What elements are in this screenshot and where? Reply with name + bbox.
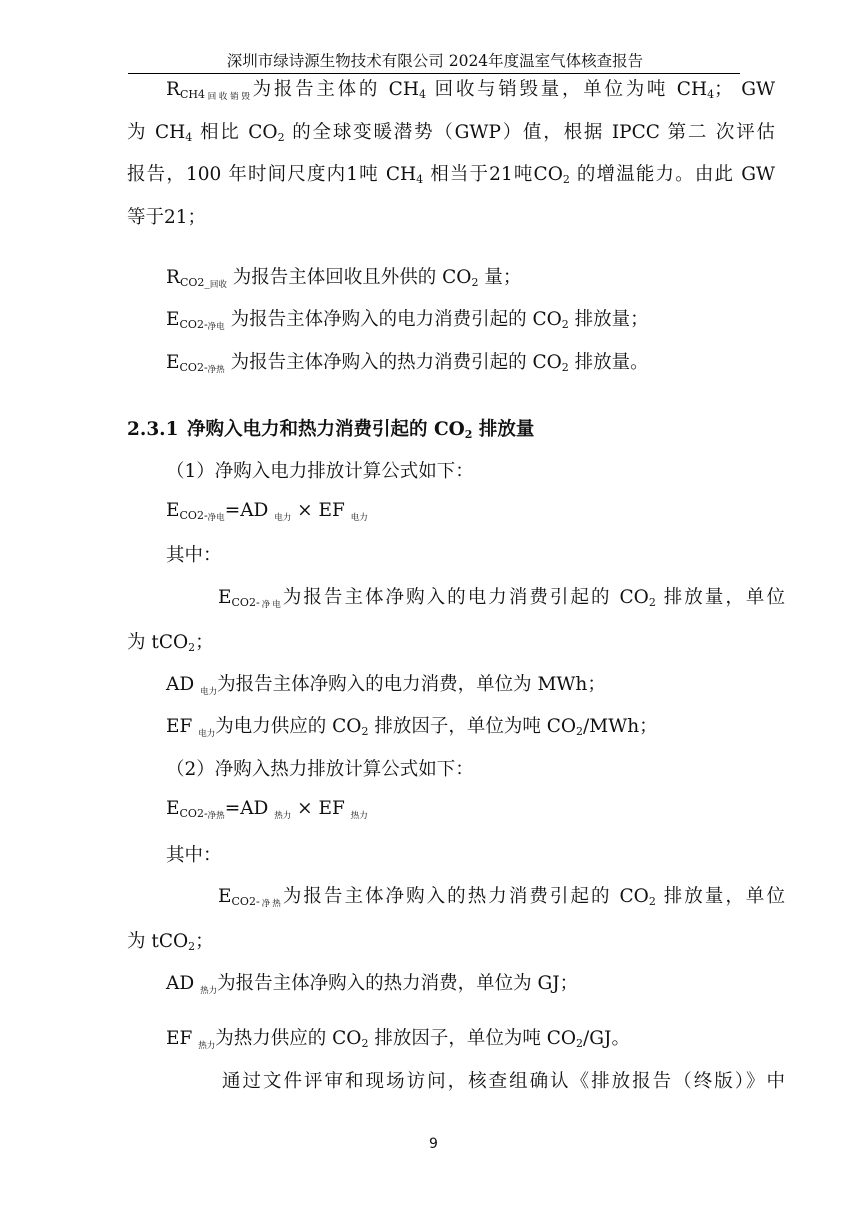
r-co2-definition: $R_{CO2\_回收}$ 为报告主体回收且外供的 $CO_2$ 量； [166,267,522,290]
elec-where: 其中： [166,545,222,566]
elec-def-1-cont: 为 tCO$_2$； [127,632,214,654]
heat-formula: $E_{CO2-净热}=AD$ $_{热力}$ × EF $_{热力}$ [166,798,368,821]
heat-def-1-cont: 为 tCO$_2$； [127,931,214,953]
ch4-def-line-2: 为 $CH_4$ 相比 $CO_2$ 的全球变暖潜势（GWP）值，根据 IPCC 第二 次评估 [127,122,776,144]
elec-def-3: EF $_{电力}$为电力供应的 $CO_2$ 排放因子，单位为吨 $CO_2$/MWh； [166,716,658,739]
heat-def-1: $E_{CO2-净热}$为报告主体净购入的热力消费引起的 $CO_2$ 排放量，单位 [218,886,785,909]
header-rule [128,73,740,74]
elec-def-1: $E_{CO2-净电}$为报告主体净购入的电力消费引起的 $CO_2$ 排放量，单位 [218,587,785,610]
elec-formula: $E_{CO2-净电}=AD$ $_{电力}$ × EF $_{电力}$ [166,500,368,523]
e-elec-definition: $E_{CO2-净电}$ 为报告主体净购入的电力消费引起的 $CO_2$ 排放量； [166,309,649,332]
elec-formula-intro: （1）净购入电力排放计算公式如下： [166,461,474,482]
section-heading: 2.3.1 净购入电力和热力消费引起的 $CO_2$ 排放量 [127,419,535,441]
ch4-def-line-1: $R_{CH4回收销毁}$为报告主体的 $CH_4$ 回收与销毁量，单位为吨 $CH_4$； GW [166,79,775,102]
running-header: 深圳市绿诗源生物技术有限公司 2024年度温室气体核查报告 [226,52,644,70]
page-number: 9 [429,1136,438,1152]
ch4-def-line-4: 等于21； [127,207,207,228]
section-title: 净购入电力和热力消费引起的 CO [187,419,465,440]
ch4-def-line-3: 报告，100 年时间尺度内1吨 $CH_4$ 相当于21吨$CO_2$ 的增温能力。由此 GW [127,164,775,186]
heat-def-2: AD $_{热力}$为报告主体净购入的热力消费，单位为 GJ； [166,973,579,996]
heat-def-3: EF $_{热力}$为热力供应的 $CO_2$ 排放因子，单位为吨 $CO_2/GJ$。 [166,1028,630,1051]
heat-where: 其中： [166,845,222,866]
e-heat-definition: $E_{CO2-净热}$ 为报告主体净购入的热力消费引起的 $CO_2$ 排放量。 [166,352,649,375]
closing-paragraph: 通过文件评审和现场访问，核查组确认《排放报告（终版）》中 [222,1071,785,1092]
heat-formula-intro: （2）净购入热力排放计算公式如下： [166,759,474,780]
elec-def-2: AD $_{电力}$为报告主体净购入的电力消费，单位为 MWh； [166,674,606,697]
section-number: 2.3.1 [127,419,179,440]
